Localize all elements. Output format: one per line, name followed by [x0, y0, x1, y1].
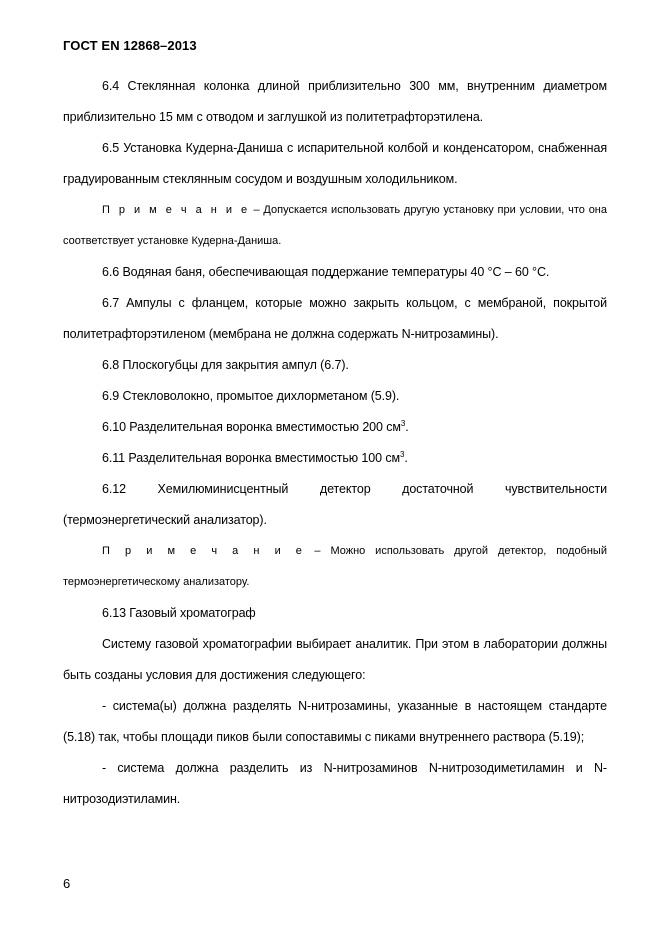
document-code-header: ГОСТ EN 12868–2013 — [63, 38, 197, 53]
clause-6-10-superscript: 3 — [400, 419, 406, 428]
note-2 — [63, 536, 607, 598]
note-1 — [63, 195, 607, 257]
gc-intro-paragraph: Систему газовой хроматографии выбирает аналитик. При этом в лаборатории должны быть созданы условия для достижения следующего: — [63, 637, 607, 682]
clause-6-11-text: 6.11 Разделительная воронка вместимостью 100 см — [102, 451, 400, 465]
clause-6-9: 6.9 Стекловолокно, промытое дихлорметаном (5.9). — [102, 389, 400, 403]
clause-6-7: 6.7 Ампулы с фланцем, которые можно закрыть кольцом, с мембраной, покрытой политетрафторэтиленом (мембрана не должна содержать N-нитрозамины). — [63, 296, 607, 341]
gc-requirement-1: - система(ы) должна разделять N-нитрозамины, указанные в настоящем стандарте (5.18) так, чтобы площади пиков были сопоставимы с пиками внутреннего раствора (5.19); — [63, 699, 607, 744]
clause-6-11 — [63, 443, 607, 474]
clause-6-11-end: . — [404, 451, 408, 465]
gc-requirement-2: - система должна разделить из N-нитрозаминов N-нитрозодиметиламин и N-нитрозодиэтиламин. — [63, 761, 607, 806]
note-1-label: П р и м е ч а н и е — [102, 204, 250, 216]
clause-6-8: 6.8 Плоскогубцы для закрытия ампул (6.7). — [102, 358, 349, 372]
clause-6-11-superscript: 3 — [399, 450, 405, 459]
page-number: 6 — [63, 876, 71, 891]
note-2-text: – Можно использовать другой детектор, подобный термоэнергетическому анализатору. — [63, 545, 607, 588]
clause-6-5: 6.5 Установка Кудерна-Даниша с испарительной колбой и конденсатором, снабженная градуированным стеклянным сосудом и воздушным холодильником. — [63, 141, 607, 186]
note-1-text: – Допускается использовать другую установку при условии, что она соответствует установке Кудерна-Даниша. — [63, 204, 607, 247]
clause-6-4: 6.4 Стеклянная колонка длиной приблизительно 300 мм, внутренним диаметром приблизительно 15 мм с отводом и заглушкой из политетрафторэтилена. — [63, 79, 607, 124]
note-2-label: П р и м е ч а н и е — [102, 545, 305, 557]
clause-6-13: 6.13 Газовый хроматограф — [102, 606, 256, 620]
clause-6-12: 6.12 Хемилюминисцентный детектор достаточной чувствительности (термоэнергетический анализатор). — [63, 482, 607, 527]
clause-6-10-end: . — [405, 420, 409, 434]
clause-6-6: 6.6 Водяная баня, обеспечивающая поддержание температуры 40 °С – 60 °С. — [102, 265, 550, 279]
clause-6-10-text: 6.10 Разделительная воронка вместимостью 200 см — [102, 420, 401, 434]
document-body — [63, 71, 607, 815]
clause-6-10 — [63, 412, 607, 443]
